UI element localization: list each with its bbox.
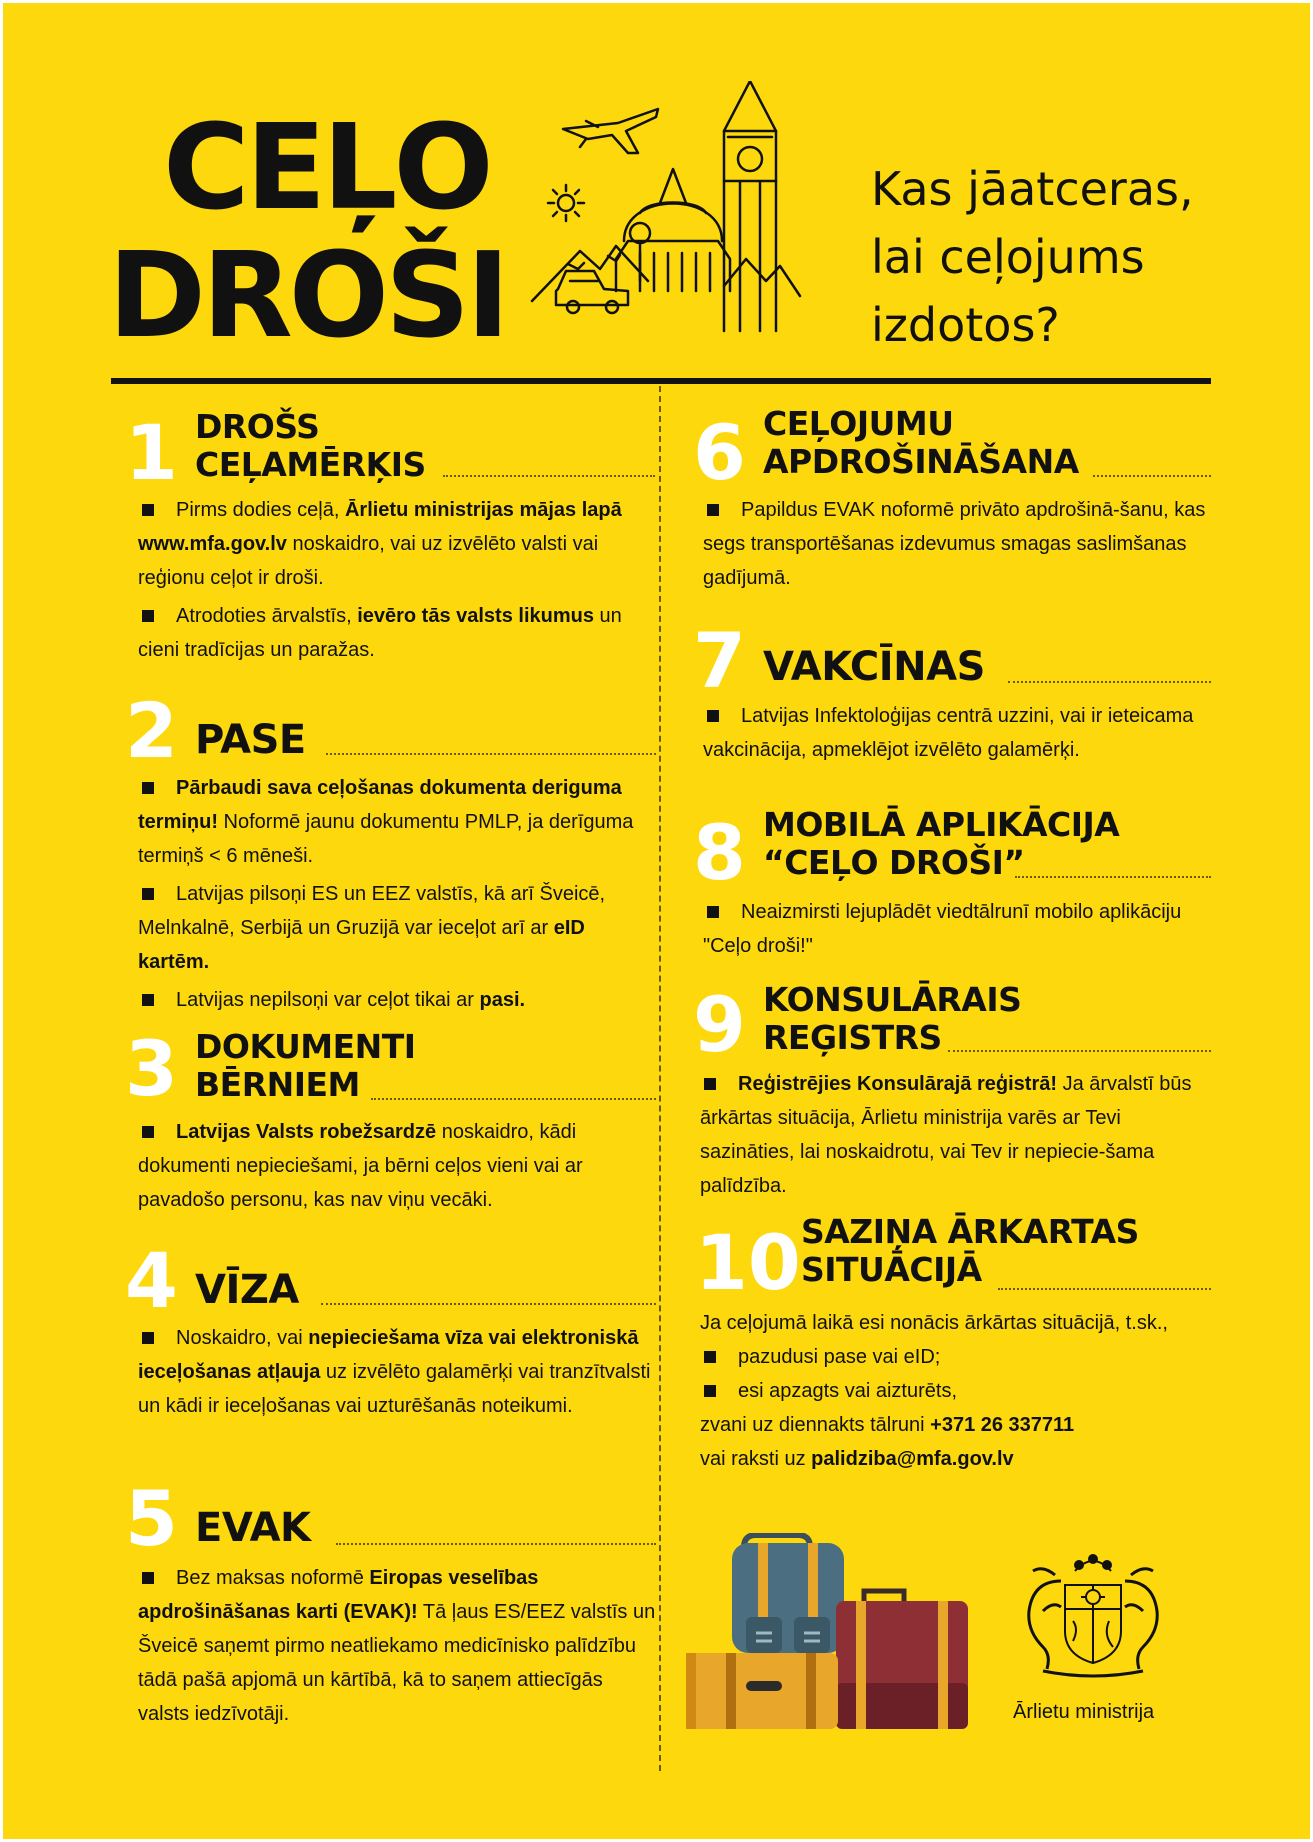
travel-illustration	[528, 81, 828, 351]
poster-title	[108, 98, 507, 364]
bullet	[707, 504, 719, 516]
section-heading: DROŠS CEĻAMĒRĶIS	[195, 407, 426, 484]
bullet	[142, 888, 154, 900]
section-number: 6	[693, 408, 746, 497]
coat-of-arms-icon	[1013, 1551, 1173, 1681]
section-body: Ja ceļojumā laikā esi nonācis ārkārtas situācijā, t.sk., pazudusi pase vai eID; esi apzagts vai aizturēts, zvani uz diennakts tālruni +371 26 337711 vai raksti uz palidziba@mfa.gov.lv	[700, 1312, 1168, 1470]
section-number: 10	[695, 1218, 801, 1307]
section-body: Latvijas Infektoloģijas centrā uzzini, vai ir ieteicama vakcinācija, apmeklējot izvēlēto galamērķi.	[703, 705, 1194, 761]
big-ben-icon	[724, 81, 776, 331]
section-body: Pirms dodies ceļā, Ārlietu ministrijas mājas lapā www.mfa.gov.lv noskaidro, vai uz izvēlēto valsti vai reģionu ceļot ir droši. Atrodoties ārvalstīs, ievēro tās valsts likumus un cieni tradīcijas un paražas.	[138, 499, 622, 661]
bullet	[142, 1126, 154, 1138]
section-number: 2	[125, 686, 178, 775]
bullet	[704, 1078, 716, 1090]
heading-rule	[948, 1050, 1211, 1052]
section-heading: VAKCĪNAS	[763, 644, 985, 690]
section-body: Neaizmirsti lejuplādēt viedtālrunī mobilo aplikāciju "Ceļo droši!"	[703, 901, 1182, 957]
heading-rule	[443, 475, 655, 477]
column-divider	[659, 386, 661, 1771]
bullet	[142, 994, 154, 1006]
title-line-2: DROŠI	[108, 226, 507, 364]
email-address: palidziba@mfa.gov.lv	[811, 1448, 1014, 1470]
heading-rule	[321, 1303, 656, 1305]
heading-rule	[371, 1098, 656, 1100]
heading-rule	[336, 1543, 656, 1545]
suitcase-icon	[686, 1533, 976, 1733]
section-number: 5	[125, 1474, 178, 1563]
backpack	[732, 1535, 844, 1653]
heading-rule	[1008, 681, 1211, 683]
bullet	[142, 1572, 154, 1584]
bullet	[704, 1351, 716, 1363]
header-divider	[111, 378, 1211, 384]
heading-rule	[998, 1288, 1211, 1290]
bullet	[142, 1332, 154, 1344]
subtitle-line-1: Kas jāatceras,	[871, 162, 1194, 216]
bullet	[142, 504, 154, 516]
section-heading: VĪZA	[195, 1267, 299, 1313]
section-heading: CEĻOJUMU APDROŠINĀŠANA	[763, 404, 1079, 481]
section-number: 8	[693, 808, 746, 897]
bullet	[704, 1385, 716, 1397]
section-number: 7	[693, 616, 746, 705]
section-heading: EVAK	[195, 1505, 311, 1551]
tree-icon	[630, 223, 650, 281]
bullet	[142, 610, 154, 622]
title-line-1: CEĻO	[163, 98, 490, 236]
subtitle	[871, 155, 1194, 359]
heading-rule	[326, 753, 656, 755]
section-number: 4	[125, 1236, 178, 1325]
bullet	[142, 782, 154, 794]
section-number: 1	[125, 408, 178, 497]
sun-icon	[548, 185, 584, 221]
section-heading: KONSULĀRAIS REĢISTRS	[763, 980, 1022, 1057]
subtitle-line-3: izdotos?	[871, 298, 1060, 352]
section-number: 9	[693, 980, 746, 1069]
phone-number: +371 26 337711	[930, 1414, 1075, 1436]
section-body: Latvijas Valsts robežsardzē noskaidro, kādi dokumenti nepieciešami, ja bērni ceļos vieni vai ar pavadošo personu, kas nav viņu vecāki.	[138, 1121, 583, 1211]
section-heading: SAZIŅA ĀRKARTAS SITUĀCIJĀ	[801, 1212, 1139, 1289]
subtitle-line-2: lai ceļojums	[871, 230, 1145, 284]
bullet	[707, 710, 719, 722]
orange-suitcase	[686, 1653, 838, 1729]
section-body: Noskaidro, vai nepieciešama vīza vai elektroniskā ieceļošanas atļauja uz izvēlēto galamērķi vai tranzītvalsti un kādi ir ieceļošanas vai uzturēšanās noteikumi.	[138, 1327, 651, 1417]
section-body: Papildus EVAK noformē privāto apdrošinā-šanu, kas segs transportēšanas izdevumus smagas saslimšanas gadījumā.	[703, 499, 1206, 589]
red-suitcase	[836, 1591, 968, 1729]
section-heading: PASE	[195, 717, 306, 763]
section-number: 3	[125, 1024, 178, 1113]
airplane-icon	[563, 109, 658, 153]
bullet	[707, 906, 719, 918]
dome-icon	[616, 169, 730, 291]
ministry-name: Ārlietu ministrija	[1013, 1701, 1155, 1723]
section-body: Reģistrējies Konsulārajā reģistrā! Ja ārvalstī būs ārkārtas situācija, Ārlietu ministrija varēs ar Tevi sazināties, lai noskaidrotu, vai Tev ir nepiecie-šama palīdzība.	[700, 1073, 1192, 1197]
heading-rule	[1093, 475, 1211, 477]
section-heading: MOBILĀ APLIKĀCIJA “CEĻO DROŠI”	[763, 805, 1120, 882]
heading-rule	[1015, 876, 1211, 878]
section-heading: DOKUMENTI BĒRNIEM	[195, 1027, 416, 1104]
section-body: Pārbaudi sava ceļošanas dokumenta deriguma termiņu! Noformē jaunu dokumentu PMLP, ja derīguma termiņš < 6 mēneši. Latvijas pilsoņi ES un EEZ valstīs, kā arī Šveicē, Melnkalnē, Serbijā un Gruzijā var ieceļot arī ar eID kartēm. Latvijas nepilsoņi var ceļot tikai ar pasi.	[138, 777, 634, 1011]
section-body: Bez maksas noformē Eiropas veselības apdrošināšanas karti (EVAK)! Tā ļaus ES/EEZ valstīs un Šveicē saņemt pirmo neatliekamo medicīnisko palīdzību tādā pašā apjomā un kārtībā, kā to saņem attiecīgās valsts iedzīvotāji.	[138, 1567, 656, 1725]
